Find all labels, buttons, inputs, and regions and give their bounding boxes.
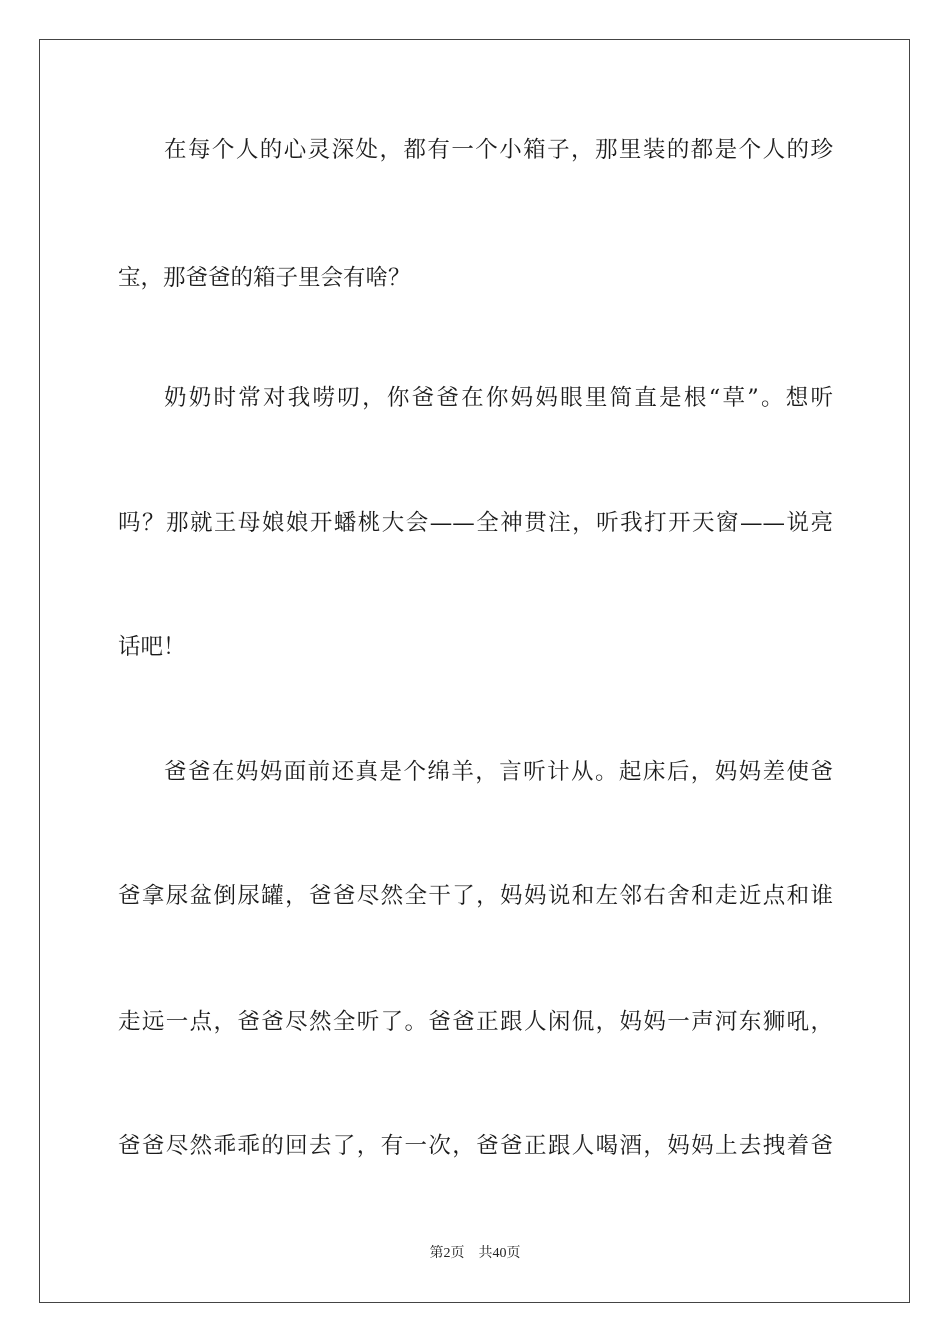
- page-footer: [0, 1245, 950, 1263]
- paragraph-2-line-3: 话吧！: [118, 634, 186, 660]
- paragraph-2-line-1: 奶奶时常对我唠叨，你爸爸在你妈妈眼里简直是根“草”。想听: [164, 385, 833, 411]
- page-border: [39, 39, 910, 1303]
- page-number: 第2页: [429, 1246, 465, 1261]
- paragraph-2-line-2: 吗？那就王母娘娘开蟠桃大会——全神贯注，听我打开天窗——说亮: [118, 510, 833, 536]
- paragraph-3-line-2: 爸拿尿盆倒尿罐，爸爸尽然全干了，妈妈说和左邻右舍和走近点和谁: [118, 883, 833, 909]
- paragraph-1-line-2: 宝，那爸爸的箱子里会有啥？: [118, 265, 411, 291]
- paragraph-1-line-1: 在每个人的心灵深处，都有一个小箱子，那里装的都是个人的珍: [164, 137, 833, 163]
- paragraph-3-line-3: 走远一点，爸爸尽然全听了。爸爸正跟人闲侃，妈妈一声河东狮吼，: [118, 1009, 833, 1035]
- paragraph-3-line-1: 爸爸在妈妈面前还真是个绵羊，言听计从。起床后，妈妈差使爸: [164, 759, 833, 785]
- paragraph-3-line-4: 爸爸尽然乖乖的回去了，有一次，爸爸正跟人喝酒，妈妈上去拽着爸: [118, 1133, 833, 1159]
- page-total: 共40页: [478, 1246, 521, 1261]
